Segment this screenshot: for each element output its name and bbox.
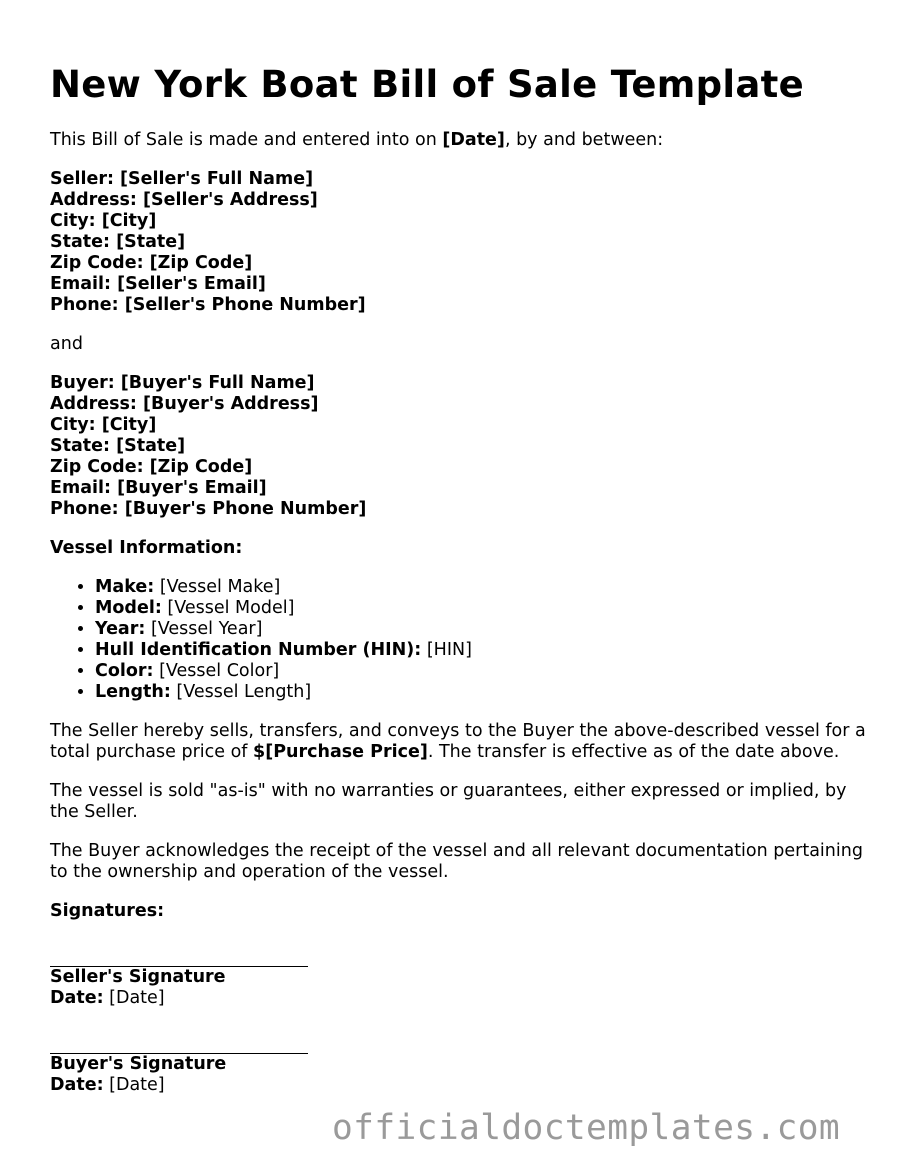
seller-signature-line[interactable] [50, 942, 308, 967]
vessel-year-value: [Vessel Year] [145, 619, 263, 639]
vessel-length-value: [Vessel Length] [170, 682, 312, 702]
list-item [95, 682, 870, 703]
document-page [50, 62, 870, 1096]
buyer-signature-line[interactable] [50, 1029, 308, 1054]
document-title: New York Boat Bill of Sale Template [50, 63, 805, 106]
vessel-year-label: Year: [95, 619, 146, 639]
intro-paragraph [50, 130, 870, 151]
buyer-date-label: Date: [50, 1075, 104, 1095]
seller-name: Seller: [Seller's Full Name] [50, 169, 314, 189]
list-item [95, 661, 870, 682]
seller-signature-label: Seller's Signature [50, 967, 226, 987]
seller-city: City: [City] [50, 211, 157, 231]
vessel-info-list [50, 577, 870, 703]
buyer-date-value: [Date] [103, 1075, 165, 1095]
transfer-paragraph [50, 721, 870, 763]
seller-zip: Zip Code: [Zip Code] [50, 253, 253, 273]
and-text: and [50, 334, 83, 354]
vessel-model-label: Model: [95, 598, 162, 618]
signatures-heading: Signatures: [50, 901, 165, 921]
list-item [95, 619, 870, 640]
intro-prefix: This Bill of Sale is made and entered into on [50, 130, 443, 150]
buyer-city: City: [City] [50, 415, 157, 435]
vessel-heading: Vessel Information: [50, 538, 243, 558]
seller-block [50, 169, 870, 316]
seller-email: Email: [Seller's Email] [50, 274, 266, 294]
list-item [95, 577, 870, 598]
buyer-state: State: [State] [50, 436, 186, 456]
buyer-block [50, 373, 870, 520]
transfer-prefix: The Seller hereby sells, transfers, and conveys to the Buyer the above-described vessel for a total purchase price of [50, 721, 866, 762]
vessel-make-label: Make: [95, 577, 155, 597]
purchase-price: $[Purchase Price] [253, 742, 428, 762]
vessel-model-value: [Vessel Model] [161, 598, 295, 618]
intro-date: [Date] [442, 130, 505, 150]
seller-date-label: Date: [50, 988, 104, 1008]
vessel-color-value: [Vessel Color] [153, 661, 280, 681]
as-is-paragraph: The vessel is sold "as-is" with no warranties or guarantees, either expressed or implied, by the Seller. [50, 781, 847, 822]
buyer-name: Buyer: [Buyer's Full Name] [50, 373, 315, 393]
acknowledge-paragraph: The Buyer acknowledges the receipt of the vessel and all relevant documentation pertaining to the ownership and operation of the vessel. [50, 841, 863, 882]
buyer-address: Address: [Buyer's Address] [50, 394, 319, 414]
buyer-phone: Phone: [Buyer's Phone Number] [50, 499, 367, 519]
vessel-make-value: [Vessel Make] [154, 577, 281, 597]
seller-date-line [50, 988, 870, 1009]
watermark-footer: officialdoctemplates.com [332, 1108, 841, 1148]
transfer-suffix: . The transfer is effective as of the date above. [427, 742, 840, 762]
vessel-hin-value: [HIN] [421, 640, 472, 660]
vessel-color-label: Color: [95, 661, 154, 681]
list-item [95, 640, 870, 661]
seller-phone: Phone: [Seller's Phone Number] [50, 295, 366, 315]
buyer-signature-label: Buyer's Signature [50, 1054, 227, 1074]
seller-address: Address: [Seller's Address] [50, 190, 318, 210]
buyer-date-line [50, 1075, 870, 1096]
vessel-hin-label: Hull Identification Number (HIN): [95, 640, 422, 660]
list-item [95, 598, 870, 619]
intro-suffix: , by and between: [504, 130, 664, 150]
seller-state: State: [State] [50, 232, 186, 252]
buyer-email: Email: [Buyer's Email] [50, 478, 267, 498]
seller-date-value: [Date] [103, 988, 165, 1008]
buyer-zip: Zip Code: [Zip Code] [50, 457, 253, 477]
vessel-length-label: Length: [95, 682, 171, 702]
